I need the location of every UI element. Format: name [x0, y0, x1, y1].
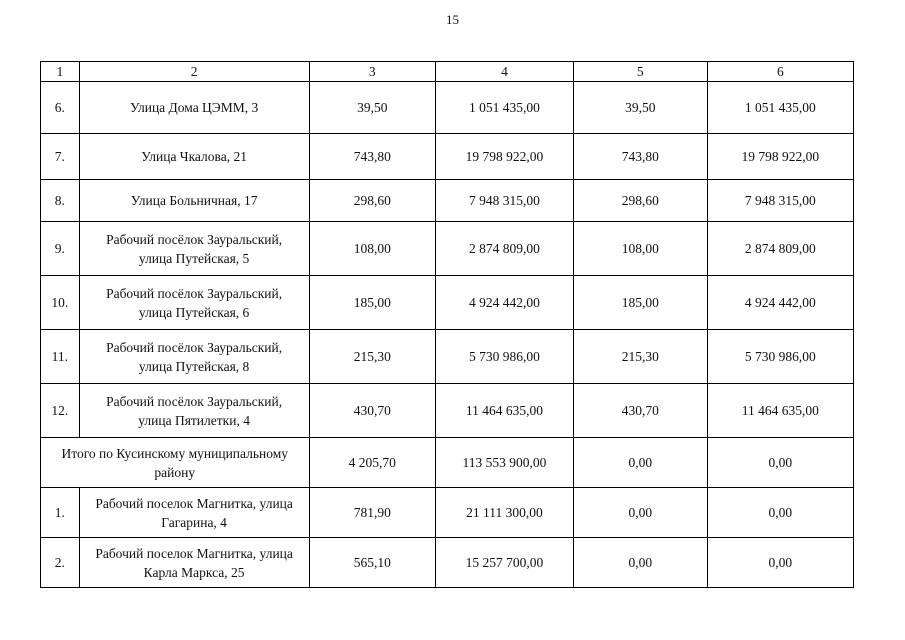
cost-cell: 2 874 809,00 — [707, 222, 853, 276]
address-line: Рабочий посёлок Зауральский, — [106, 285, 283, 301]
address-cell — [79, 134, 309, 180]
cost-cell: 4 924 442,00 — [435, 276, 573, 330]
row-number-cell: 7. — [41, 134, 80, 180]
cost-cell: 0,00 — [707, 538, 853, 588]
row-number-cell: 12. — [41, 384, 80, 438]
row-number-cell: 10. — [41, 276, 80, 330]
table-row — [41, 384, 854, 438]
cost-cell: 2 874 809,00 — [435, 222, 573, 276]
area-cell: 298,60 — [573, 180, 707, 222]
cost-cell: 1 051 435,00 — [435, 82, 573, 134]
row-number-cell: 11. — [41, 330, 80, 384]
cost-cell: 19 798 922,00 — [707, 134, 853, 180]
address-cell — [79, 330, 309, 384]
address-line: Улица Больничная, 17 — [130, 193, 258, 208]
cost-cell: 5 730 986,00 — [435, 330, 573, 384]
table-row — [41, 180, 854, 222]
address-cell — [79, 276, 309, 330]
row-number-cell: 2. — [41, 538, 80, 588]
address-line: Итого по Кусинскому муниципальному — [61, 445, 289, 461]
total-cost-cell: 0,00 — [707, 438, 853, 488]
address-line: Улица Чкалова, 21 — [141, 149, 247, 164]
row-number-cell: 6. — [41, 82, 80, 134]
area-cell: 215,30 — [573, 330, 707, 384]
area-cell: 0,00 — [573, 538, 707, 588]
data-table — [40, 61, 854, 588]
cost-cell: 7 948 315,00 — [435, 180, 573, 222]
address-line: Рабочий посёлок Зауральский, — [106, 231, 283, 247]
column-number-header: 3 — [309, 62, 435, 82]
address-line: Карла Маркса, 25 — [143, 564, 245, 580]
total-cost-cell: 113 553 900,00 — [435, 438, 573, 488]
area-cell: 0,00 — [573, 488, 707, 538]
address-cell — [79, 488, 309, 538]
address-line: улица Путейская, 5 — [138, 250, 250, 266]
area-cell: 108,00 — [309, 222, 435, 276]
page-number: 15 — [446, 12, 459, 27]
cost-cell: 1 051 435,00 — [707, 82, 853, 134]
address-cell — [79, 82, 309, 134]
header-row — [41, 62, 854, 82]
table-row — [41, 538, 854, 588]
column-number-header: 4 — [435, 62, 573, 82]
total-row — [41, 438, 854, 488]
column-number-header: 5 — [573, 62, 707, 82]
area-cell: 108,00 — [573, 222, 707, 276]
area-cell: 39,50 — [573, 82, 707, 134]
address-cell — [79, 384, 309, 438]
column-number-header: 6 — [707, 62, 853, 82]
address-line: Рабочий поселок Магнитка, улица — [95, 545, 293, 561]
address-cell — [79, 538, 309, 588]
row-number-cell: 1. — [41, 488, 80, 538]
area-cell: 298,60 — [309, 180, 435, 222]
area-cell: 39,50 — [309, 82, 435, 134]
table-row — [41, 488, 854, 538]
address-cell — [79, 222, 309, 276]
area-cell: 185,00 — [309, 276, 435, 330]
column-number-header: 2 — [79, 62, 309, 82]
address-line: району — [154, 464, 196, 480]
row-number-cell: 8. — [41, 180, 80, 222]
address-line: Рабочий посёлок Зауральский, — [106, 339, 283, 355]
table-row — [41, 82, 854, 134]
cost-cell: 7 948 315,00 — [707, 180, 853, 222]
address-line: Улица Дома ЦЭММ, 3 — [129, 100, 259, 115]
address-cell — [79, 180, 309, 222]
cost-cell: 11 464 635,00 — [435, 384, 573, 438]
table-row — [41, 222, 854, 276]
cost-cell: 19 798 922,00 — [435, 134, 573, 180]
column-number-header: 1 — [41, 62, 80, 82]
cost-cell: 5 730 986,00 — [707, 330, 853, 384]
area-cell: 215,30 — [309, 330, 435, 384]
total-area-cell: 0,00 — [573, 438, 707, 488]
table-row — [41, 134, 854, 180]
table-row — [41, 330, 854, 384]
area-cell: 430,70 — [573, 384, 707, 438]
area-cell: 185,00 — [573, 276, 707, 330]
address-line: улица Путейская, 8 — [138, 358, 250, 374]
cost-cell: 0,00 — [707, 488, 853, 538]
address-line: Гагарина, 4 — [161, 514, 227, 530]
address-line: Рабочий поселок Магнитка, улица — [95, 495, 293, 511]
address-line: улица Путейская, 6 — [138, 304, 250, 320]
area-cell: 430,70 — [309, 384, 435, 438]
table-row — [41, 276, 854, 330]
area-cell: 565,10 — [309, 538, 435, 588]
total-label-cell — [41, 438, 310, 488]
area-cell: 743,80 — [573, 134, 707, 180]
area-cell: 781,90 — [309, 488, 435, 538]
total-area-cell: 4 205,70 — [309, 438, 435, 488]
address-line: улица Пятилетки, 4 — [138, 412, 250, 428]
cost-cell: 4 924 442,00 — [707, 276, 853, 330]
cost-cell: 21 111 300,00 — [435, 488, 573, 538]
address-line: Рабочий посёлок Зауральский, — [106, 393, 283, 409]
area-cell: 743,80 — [309, 134, 435, 180]
cost-cell: 11 464 635,00 — [707, 384, 853, 438]
cost-cell: 15 257 700,00 — [435, 538, 573, 588]
row-number-cell: 9. — [41, 222, 80, 276]
